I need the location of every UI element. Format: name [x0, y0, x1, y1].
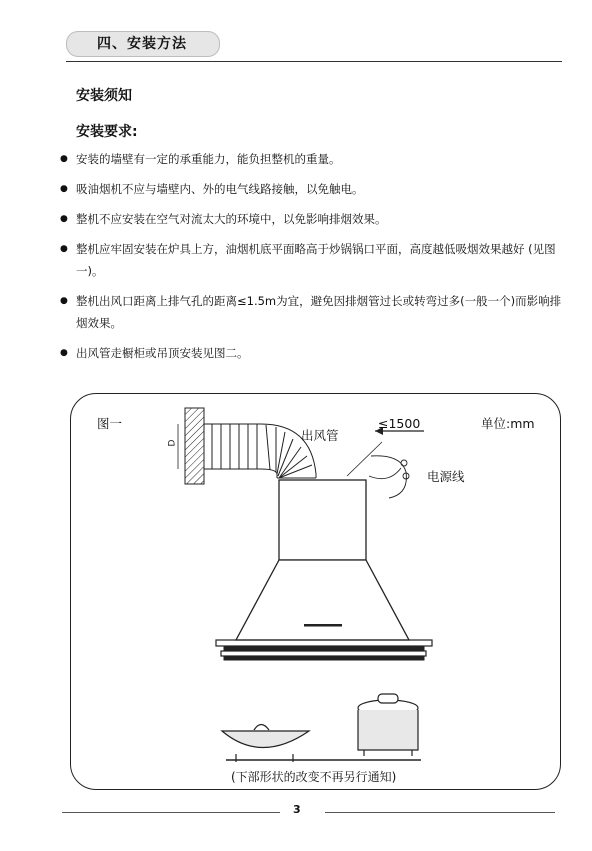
- range-hood-diagram: [71, 394, 560, 789]
- exhaust-duct: [204, 424, 316, 478]
- list-item: ● 出风管走橱柜或吊顶安装见图二。: [60, 342, 570, 364]
- footer-rule-right: [325, 812, 555, 813]
- heading-install-requirements: 安装要求:: [76, 124, 138, 140]
- list-item: ● 整机应牢固安装在炉具上方，油烟机底平面略高于炒锅锅口平面，高度越低吸烟效果越好 (见图一)。: [60, 238, 570, 282]
- hood-light-slot: [304, 624, 342, 627]
- duct-label: 出风管: [301, 428, 339, 443]
- diameter-label: D: [167, 439, 178, 447]
- section-title: 四、安装方法: [66, 31, 220, 57]
- figure-1: [70, 393, 561, 790]
- requirements-list: [60, 148, 570, 372]
- heading-install-notes: 安装须知: [76, 88, 132, 104]
- wall-flange: [185, 408, 204, 484]
- list-item: ● 整机不应安装在空气对流太大的环境中，以免影响排烟效果。: [60, 208, 570, 230]
- list-item: ● 整机出风口距离上排气孔的距离≤1.5m为宜，避免因排烟管过长或转弯过多(一般一个)而影响排烟效果。: [60, 290, 570, 334]
- top-divider: [66, 61, 562, 62]
- hood-chimney: [279, 480, 366, 560]
- page-number: 3: [293, 803, 301, 816]
- unit-label: 单位:mm: [481, 416, 535, 431]
- figure-caption: (下部形状的改变不再另行通知): [231, 770, 397, 784]
- list-item: ● 安装的墙壁有一定的承重能力，能负担整机的重量。: [60, 148, 570, 170]
- power-cable: [369, 456, 409, 498]
- power-cable-label: 电源线: [427, 469, 465, 484]
- distance-label: ≤1500: [378, 416, 421, 431]
- cooking-pot: [358, 694, 418, 756]
- hood-canopy: [236, 560, 409, 640]
- hood-base: [216, 640, 432, 660]
- wok: [222, 725, 309, 763]
- list-item: ● 吸油烟机不应与墙壁内、外的电气线路接触，以免触电。: [60, 178, 570, 200]
- footer-rule-left: [62, 812, 280, 813]
- figure-label: 图一: [97, 416, 123, 431]
